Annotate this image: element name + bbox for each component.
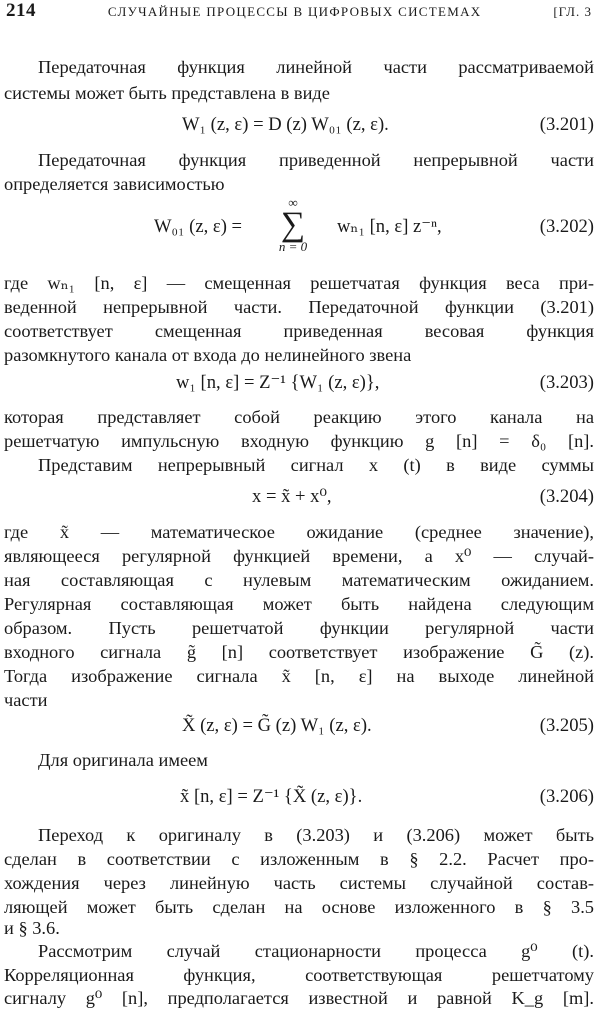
equation-number: (3.205) bbox=[539, 715, 594, 736]
text-line: определяется зависимостью bbox=[4, 174, 225, 194]
text-line: сигналу g⁰ [n], предполагается известной и равной K_g [m]. bbox=[4, 988, 594, 1008]
equation-formula: X̃ (z, ε) = G̃ (z) W₁ (z, ε). bbox=[182, 715, 372, 736]
running-title: СЛУЧАЙНЫЕ ПРОЦЕССЫ В ЦИФРОВЫХ СИСТЕМАХ bbox=[107, 4, 482, 19]
text-line: являющееся регулярной функцией времени, а x⁰ — случай- bbox=[4, 546, 594, 566]
text-line: разомкнутого канала от входа до нелинейного звена bbox=[4, 345, 412, 365]
text-line: Переход к оригиналу в (3.203) и (3.206) может быть bbox=[38, 825, 594, 845]
text-line: решетчатую импульсную входную функцию g [n] = δ₀ [n]. bbox=[4, 431, 594, 451]
equation-rhs: wₙ₁ [n, ε] z⁻ⁿ, bbox=[337, 216, 442, 237]
text-line: сделан в соответствии с изложенным в § 2.2. Расчет про- bbox=[4, 849, 594, 869]
text-line: соответствует смещенная приведенная весовая функция bbox=[4, 321, 594, 341]
summation-sign: ∑ bbox=[280, 206, 306, 243]
equation-3-201 bbox=[4, 112, 594, 138]
text-line: образом. Пусть решетчатой функции регулярной части bbox=[4, 618, 594, 638]
page-header bbox=[6, 0, 592, 22]
equation-number: (3.206) bbox=[539, 786, 594, 807]
equation-3-203 bbox=[4, 370, 594, 396]
summation-lower-limit: n = 0 bbox=[278, 239, 308, 254]
text-line: веденной непрерывной части. Передаточной функции (3.201) bbox=[4, 297, 594, 317]
equation-number: (3.204) bbox=[539, 486, 594, 507]
text-line: входного сигнала g̃ [n] соответствует изображение G̃ (z). bbox=[4, 642, 594, 662]
page-number: 214 bbox=[6, 0, 36, 21]
equation-formula: x̃ [n, ε] = Z⁻¹ {X̃ (z, ε)}. bbox=[180, 786, 363, 807]
equation-number: (3.201) bbox=[539, 114, 594, 135]
text-line: части bbox=[4, 690, 48, 710]
text-line: Передаточная функция приведенной непрерывной части bbox=[38, 150, 594, 170]
text-line: ная составляющая с нулевым математическим ожиданием. bbox=[4, 570, 594, 590]
text-line: Тогда изображение сигнала x̃ [n, ε] на выходе линейной bbox=[4, 666, 594, 686]
equation-lhs: W₀₁ (z, ε) = bbox=[154, 216, 243, 237]
equation-formula: x = x̃ + x⁰, bbox=[252, 486, 332, 507]
text-line: где x̃ — математическое ожидание (среднее значение), bbox=[4, 522, 594, 542]
equation-3-206 bbox=[4, 784, 594, 810]
text-line: Рассмотрим случай стационарности процесса g⁰ (t). bbox=[38, 941, 594, 961]
text-line: Представим непрерывный сигнал x (t) в виде суммы bbox=[38, 455, 594, 475]
text-line: системы может быть представлена в виде bbox=[4, 83, 330, 103]
text-line: Корреляционная функция, соответствующая решетчатому bbox=[4, 965, 594, 985]
equation-number: (3.203) bbox=[539, 372, 594, 393]
text-line: которая представляет собой реакцию этого канала на bbox=[4, 407, 594, 427]
summation-operator bbox=[266, 196, 320, 254]
text-line: ляющей может быть сделан на основе изложенного в § 3.5 bbox=[4, 897, 594, 917]
equation-formula: W₁ (z, ε) = D (z) W₀₁ (z, ε). bbox=[182, 114, 389, 135]
summation-upper-limit: ∞ bbox=[288, 195, 298, 210]
chapter-reference: [ГЛ. 3 bbox=[553, 4, 592, 19]
text-line: Для оригинала имеем bbox=[38, 750, 208, 770]
text-line: и § 3.6. bbox=[4, 918, 60, 938]
equation-3-205 bbox=[4, 713, 594, 739]
text-line: Передаточная функция линейной части рассматриваемой bbox=[38, 57, 594, 77]
text-line: Регулярная составляющая может быть найдена следующим bbox=[4, 594, 594, 614]
text-line: где wₙ₁ [n, ε] — смещенная решетчатая функция веса при- bbox=[4, 273, 594, 293]
equation-3-204 bbox=[4, 484, 594, 510]
equation-number: (3.202) bbox=[539, 216, 594, 237]
equation-formula: w₁ [n, ε] = Z⁻¹ {W₁ (z, ε)}, bbox=[176, 372, 380, 393]
text-line: хождения через линейную часть системы случайной состав- bbox=[4, 873, 594, 893]
